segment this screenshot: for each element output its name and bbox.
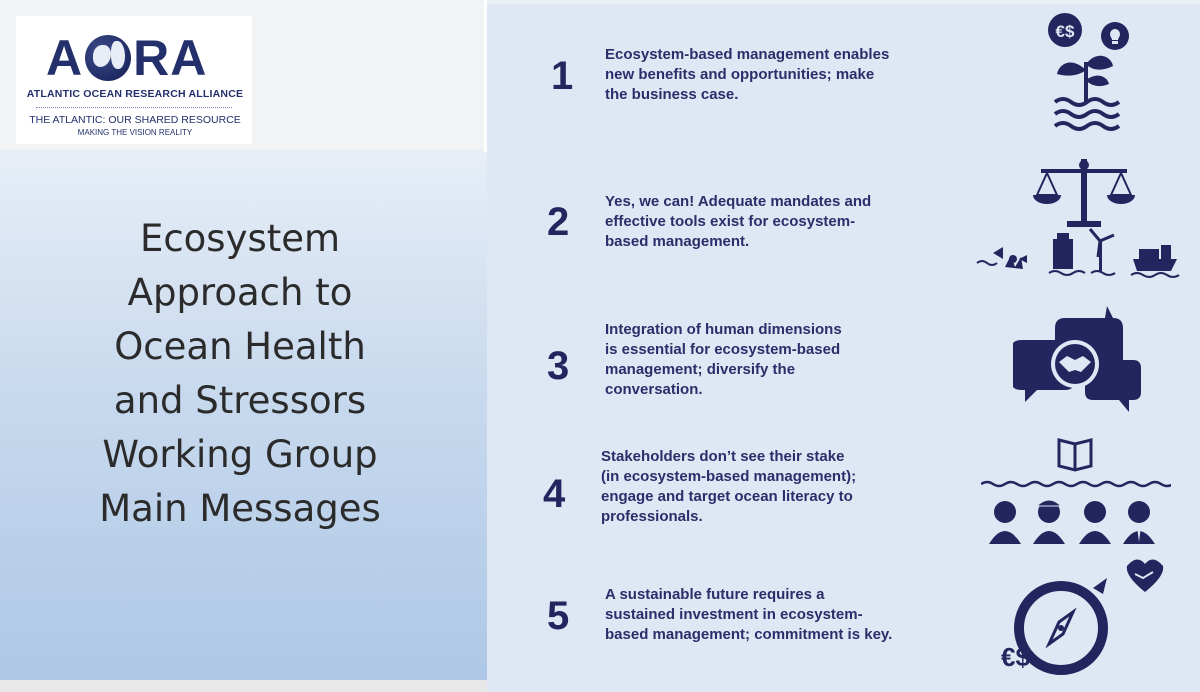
logo-letters-ra: RA <box>133 30 208 86</box>
logo-letter-a: A <box>46 30 84 86</box>
book-stakeholders-icon <box>981 434 1171 546</box>
logo-subtitle: ATLANTIC OCEAN RESEARCH ALLIANCE <box>26 88 244 100</box>
top-strip <box>487 0 1200 4</box>
globe-icon <box>85 35 131 81</box>
euro-dollar-label: €$ <box>1055 22 1075 41</box>
title-line: Approach to <box>127 271 353 314</box>
euro-dollar-small-label: €$ <box>1001 642 1030 672</box>
message-number: 1 <box>551 54 574 98</box>
message-number: 3 <box>547 344 570 388</box>
title-line: Working Group <box>102 433 378 476</box>
handshake-speech-bubbles-icon <box>1013 304 1143 414</box>
logo-tagline-small: MAKING THE VISION REALITY <box>77 128 193 137</box>
page-title <box>40 212 440 536</box>
title-line: Main Messages <box>99 487 381 530</box>
panel-divider <box>484 0 487 152</box>
aora-logo <box>16 16 252 144</box>
message-text: Yes, we can! Adequate mandates and effective tools exist for ecosystem- based management. <box>605 193 872 250</box>
bottom-strip <box>0 680 487 692</box>
left-panel <box>0 0 487 692</box>
message-text: A sustainable future requires a sustained investment in ecosystem- based management; commitment is key. <box>605 586 893 643</box>
message-text: Integration of human dimensions is essential for ecosystem-based management; diversify the conversation. <box>605 321 842 398</box>
message-text: Ecosystem-based management enables new benefits and opportunities; make the business case. <box>605 46 890 103</box>
title-line: Ocean Health <box>114 325 366 368</box>
plant-coins-bulb-icon <box>1041 10 1131 138</box>
message-number: 5 <box>547 594 570 638</box>
balance-scale-sectors-icon <box>975 155 1195 283</box>
messages-panel <box>487 0 1200 692</box>
message-number: 4 <box>543 472 566 516</box>
message-text: Stakeholders don’t see their stake (in ecosystem-based management); engage and target ocean literacy to professionals. <box>601 448 857 525</box>
message-number: 2 <box>547 200 570 244</box>
logo-wordmark <box>46 30 232 90</box>
logo-tagline: THE ATLANTIC: OUR SHARED RESOURCE <box>29 114 241 126</box>
compass-heart-money-icon <box>993 554 1169 692</box>
logo-divider <box>36 107 232 108</box>
title-line: and Stressors <box>113 379 367 422</box>
title-line: Ecosystem <box>139 217 341 260</box>
